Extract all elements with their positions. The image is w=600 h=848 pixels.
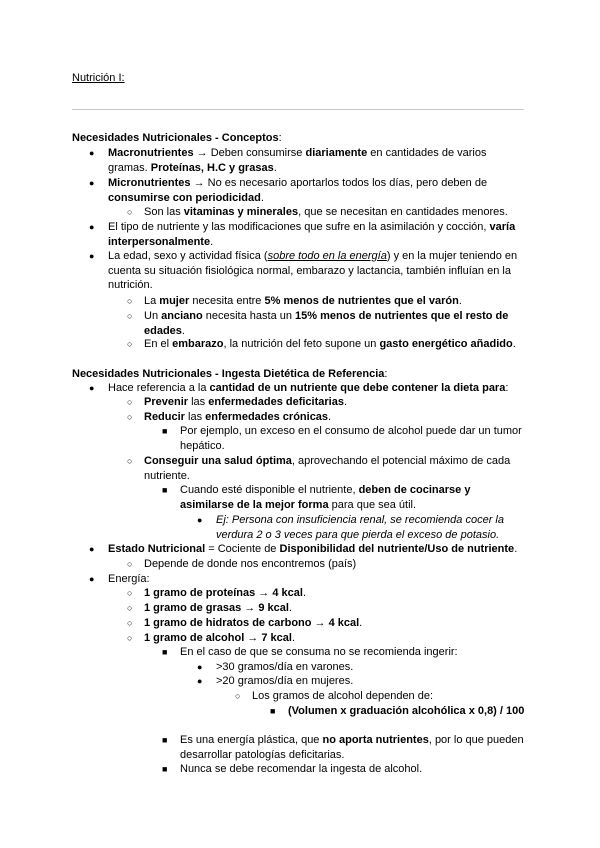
list-item-macronutrientes: ● Macronutrientes → Deben consumirse diariamente en cantidades de varios gramas. Proteínas, H.C y grasas.	[89, 147, 487, 174]
bullet-circle-icon: ○	[127, 207, 133, 217]
list-item-ejemplo-renal: ● Ej: Persona con insuficiencia renal, se recomienda cocer la verdura 2 o 3 veces para que pierda el exceso de potasio.	[197, 514, 504, 541]
bullet-circle-icon: ○	[127, 412, 133, 422]
list-item-varones: ● >30 gramos/día en varones.	[197, 661, 354, 673]
list-item-kcal-alcohol: ○ 1 gramo de alcohol → 7 kcal.	[127, 632, 296, 644]
bullet-square-icon: ■	[162, 426, 168, 436]
list-item-tipo-nutriente: ● El tipo de nutriente y las modificaciones que sufre en la asimilación y cocción, varía interpersonalmente.	[89, 221, 516, 248]
list-item-gramos-alcohol: ○ Los gramos de alcohol dependen de:	[235, 690, 434, 702]
bullet-circle-icon: ○	[127, 588, 133, 598]
list-item-prevenir: ○ Prevenir las enfermedades deficitarias.	[127, 396, 348, 408]
section-heading-conceptos: Necesidades Nutricionales - Conceptos:	[72, 132, 282, 144]
bullet-circle-icon: ○	[127, 633, 133, 643]
list-item-embarazo: ○ En el embarazo, la nutrición del feto supone un gasto energético añadido.	[127, 338, 516, 350]
bullet-square-icon: ■	[162, 764, 168, 774]
bullet-disc-icon: ●	[197, 662, 203, 672]
list-item-caso-consumo: ■ En el caso de que se consuma no se recomienda ingerir:	[162, 646, 458, 658]
list-item-kcal-proteinas: ○ 1 gramo de proteínas → 4 kcal.	[127, 587, 307, 599]
bullet-disc-icon: ●	[89, 574, 95, 584]
list-item-micronutrientes: ● Micronutrientes → No es necesario aportarlos todos los días, pero deben de consumirse con periodicidad.	[89, 177, 488, 204]
bullet-disc-icon: ●	[89, 251, 95, 261]
bullet-disc-icon: ●	[89, 383, 95, 393]
list-item-edad-sexo: ● La edad, sexo y actividad física (sobre todo en la energía) y en la mujer teniendo en cuenta su situación fisiológica normal, embarazo y lactancia, también influían en la nutrición.	[89, 250, 518, 291]
bullet-disc-icon: ●	[89, 148, 95, 158]
bullet-circle-icon: ○	[235, 691, 241, 701]
bullet-disc-icon: ●	[197, 515, 203, 525]
bullet-disc-icon: ●	[197, 676, 203, 686]
list-item-depende: ○ Depende de donde nos encontremos (país)	[127, 558, 357, 570]
bullet-circle-icon: ○	[127, 397, 133, 407]
list-item-mujer: ○ La mujer necesita entre 5% menos de nutrientes que el varón.	[127, 295, 462, 307]
list-item-nunca-recomendar: ■ Nunca se debe recomendar la ingesta de alcohol.	[162, 763, 423, 775]
bullet-circle-icon: ○	[127, 618, 133, 628]
bullet-circle-icon: ○	[127, 311, 133, 321]
list-item-energia: ● Energía:	[89, 573, 150, 585]
list-item-vitaminas: ○ Son las vitaminas y minerales, que se necesitan en cantidades menores.	[127, 206, 508, 218]
bullet-circle-icon: ○	[127, 456, 133, 466]
list-item-anciano: ○ Un anciano necesita hasta un 15% menos de nutrientes que el resto de edades.	[127, 310, 509, 337]
bullet-disc-icon: ●	[89, 222, 95, 232]
bullet-circle-icon: ○	[127, 296, 133, 306]
list-item-ejemplo-alcohol: ■ Por ejemplo, un exceso en el consumo de alcohol puede dar un tumor hepático.	[162, 425, 522, 452]
bullet-square-icon: ■	[162, 485, 168, 495]
bullet-square-icon: ■	[162, 647, 168, 657]
horizontal-divider	[72, 109, 524, 110]
bullet-circle-icon: ○	[127, 339, 133, 349]
list-item-kcal-grasas: ○ 1 gramo de grasas → 9 kcal.	[127, 602, 292, 614]
list-item-hace-referencia: ● Hace referencia a la cantidad de un nutriente que debe contener la dieta para:	[89, 382, 509, 394]
list-item-reducir: ○ Reducir las enfermedades crónicas.	[127, 411, 332, 423]
bullet-circle-icon: ○	[127, 559, 133, 569]
bullet-square-icon: ■	[162, 735, 168, 745]
list-item-cocinarse: ■ Cuando esté disponible el nutriente, deben de cocinarse y asimilarse de la mejor forma para que sea útil.	[162, 484, 471, 511]
list-item-formula: ■ (Volumen x graduación alcohólica x 0,8) / 100	[270, 705, 525, 717]
list-item-salud-optima: ○ Conseguir una salud óptima, aprovechando el potencial máximo de cada nutriente.	[127, 455, 511, 482]
list-item-estado-nutricional: ● Estado Nutricional = Cociente de Disponibilidad del nutriente/Uso de nutriente.	[89, 543, 518, 555]
bullet-disc-icon: ●	[89, 544, 95, 554]
bullet-disc-icon: ●	[89, 178, 95, 188]
list-item-mujeres: ● >20 gramos/día en mujeres.	[197, 675, 354, 687]
list-item-energia-plastica: ■ Es una energía plástica, que no aporta nutrientes, por lo que pueden desarrollar patologías deficitarias.	[162, 734, 524, 761]
page-title: Nutrición I:	[72, 72, 125, 84]
section-heading-ingesta: Necesidades Nutricionales - Ingesta Dietética de Referencia:	[72, 368, 388, 380]
list-item-kcal-hidratos: ○ 1 gramo de hidratos de carbono → 4 kcal.	[127, 617, 363, 629]
bullet-square-icon: ■	[270, 706, 276, 716]
bullet-circle-icon: ○	[127, 603, 133, 613]
